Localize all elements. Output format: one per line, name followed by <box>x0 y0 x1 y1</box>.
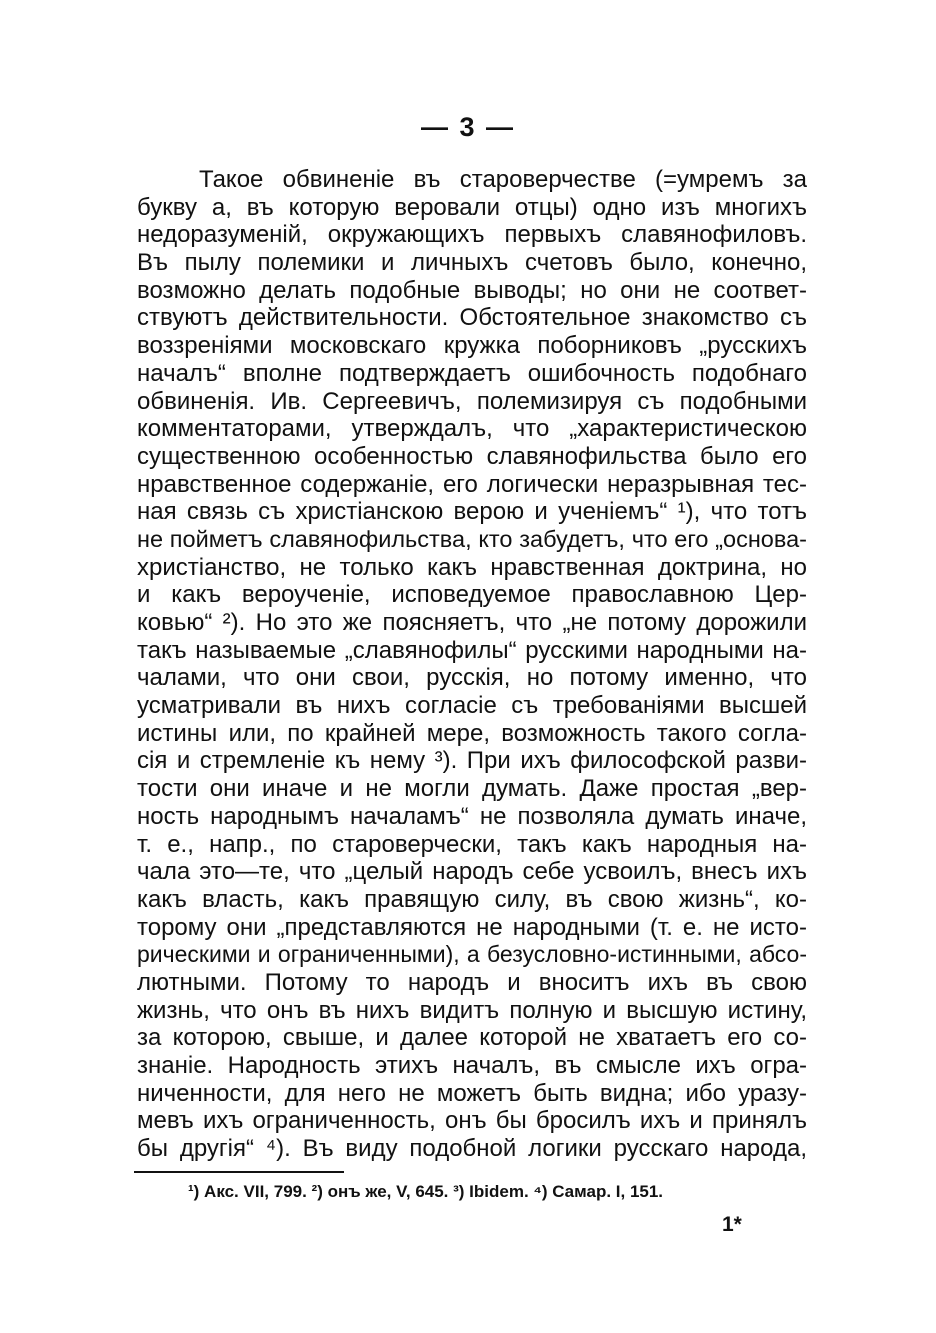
text-line: торому они „представляются не народными (т. е. не исто- <box>137 913 807 941</box>
text-line: такъ называемые „славянофилы“ русскими народными на- <box>137 636 807 664</box>
text-line: воззреніями московскаго кружка поборниковъ „русскихъ <box>137 332 807 360</box>
text-line: какъ власть, какъ правящую силу, въ свою жизнь“, ко- <box>137 885 807 913</box>
text-line: бы другія“ ⁴). Въ виду подобной логики русскаго народа, <box>137 1135 807 1163</box>
text-line: возможно делать подобные выводы; но они не соответ- <box>137 276 807 304</box>
text-line: рическими и ограниченными), а безусловно-истинными, абсо- <box>137 941 807 968</box>
footnote-divider <box>134 1171 344 1173</box>
text-line: т. е., напр., по староверчески, такъ какъ народныя на- <box>137 830 807 858</box>
text-line: ковью“ ²). Но это же поясняетъ, что „не потому дорожили <box>137 609 807 636</box>
signature-mark: 1* <box>722 1213 742 1236</box>
text-line: чала это—те, что „целый народъ себе усвоилъ, внесъ ихъ <box>137 858 807 886</box>
page-number: — 3 — <box>420 112 516 142</box>
text-line: нравственное содержаніе, его логически неразрывная тес- <box>137 470 807 498</box>
text-line: тости они иначе и не могли думать. Даже простая „вер- <box>137 775 807 803</box>
text-line: Въ пылу полемики и личныхъ счетовъ было, конечно, <box>137 249 807 277</box>
text-line: истины или, по крайней мере, возможность такого согла- <box>137 719 807 747</box>
text-line: чалами, что они свои, русскія, но потому именно, что <box>137 664 807 692</box>
text-line: ниченности, для него не можетъ быть видна; ибо уразу- <box>137 1079 807 1107</box>
text-line: ность народнымъ началамъ“ не позволяла думать иначе, <box>137 802 807 830</box>
text-line: не пойметъ славянофильства, кто забудетъ, что его „основа- <box>137 525 807 552</box>
text-line: усматривали въ нихъ согласіе съ требованіями высшей <box>137 692 807 720</box>
text-line: ная связь съ христіанскою верою и ученіемъ“ ¹), что тотъ <box>137 498 807 526</box>
text-line: началъ“ вполне подтверждаетъ ошибочность подобнаго <box>137 359 807 387</box>
text-line: существенною особенностью славянофильства было его <box>137 442 807 470</box>
footnotes: ¹) Акс. VII, 799. ²) онъ же, V, 645. ³) Ibidem. ⁴) Самар. I, 151. <box>188 1182 664 1201</box>
text-line: обвиненія. Ив. Сергеевичъ, полемизируя съ подобными <box>137 387 807 415</box>
text-line: за которою, свыше, и далее которой не хватаетъ его со- <box>137 1024 807 1052</box>
text-line: мевъ ихъ ограниченность, онъ бы бросилъ ихъ и принялъ <box>137 1107 807 1135</box>
text-line: недоразуменій, окружающихъ первыхъ славянофиловъ. <box>137 221 807 249</box>
text-line: лютными. Потому то народъ и вноситъ ихъ въ свою <box>137 968 807 996</box>
text-line: комментаторами, утверждалъ, что „характеристическою <box>137 415 807 443</box>
body-text <box>137 166 807 1163</box>
text-line: жизнь, что онъ въ нихъ видитъ полную и высшую истину, <box>137 996 807 1024</box>
text-line: знаніе. Народность этихъ началъ, въ смысле ихъ огра- <box>137 1052 807 1079</box>
text-line: и какъ вероученіе, исповедуемое православною Цер- <box>137 581 807 609</box>
text-line: букву а, въ которую веровали отцы) одно изъ многихъ <box>137 193 807 221</box>
text-line: ствуютъ действительности. Обстоятельное знакомство съ <box>137 304 807 332</box>
text-line: христіанство, не только какъ нравственная доктрина, но <box>137 553 807 581</box>
text-line: Такое обвиненіе въ староверчестве (=умремъ за <box>199 166 807 193</box>
text-line: сія и стремленіе къ нему ³). При ихъ философской разви- <box>137 747 807 775</box>
